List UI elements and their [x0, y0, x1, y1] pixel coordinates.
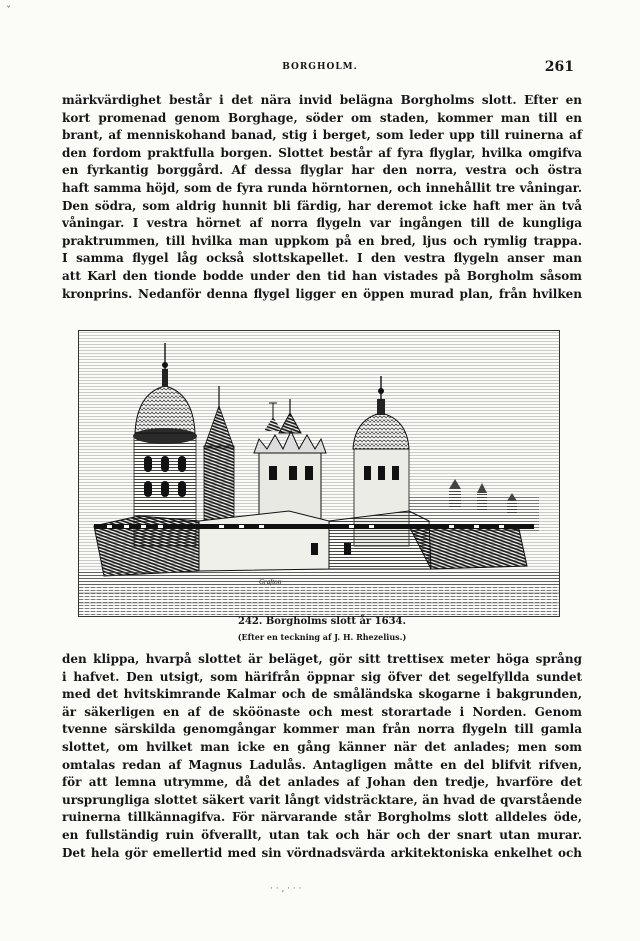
- corner-mark: ˇ: [6, 6, 11, 17]
- text-line: en fullständig ruin öfverallt, utan tak och här och der snart utan murar.: [62, 827, 582, 842]
- text-line: brant, af menniskohand banad, stig i berget, som leder upp till ruinerna af: [62, 128, 582, 143]
- text-line: den fordom praktfulla borgen. Slottet består af fyra flyglar, hvilka omgifva: [62, 145, 582, 160]
- text-line: I samma flygel låg också slottskapellet. I den vestra flygeln anser man: [62, 251, 582, 266]
- text-line: är säkerligen en af de sköönaste och mest storartade i Norden. Genom: [62, 704, 582, 719]
- text-line: ursprungliga slottet säkert varit långt vidsträcktare, än hvad de qvarstående: [62, 792, 582, 807]
- text-line: märkvärdighet består i det nära invid belägna Borgholms slott. Efter en: [62, 93, 582, 107]
- text-line: en fyrkantig borggård. Af dessa flyglar har den norra, vestra och östra: [62, 163, 582, 178]
- text-line: omtalas redan af Magnus Ladulås. Antagligen måtte en del blifvit rifven,: [62, 757, 582, 772]
- text-line: Det hela gör emellertid med sin vördnadsvärda arkitektoniska enkelhet och: [62, 845, 582, 860]
- figure-caption: 242. Borgholms slott år 1634.: [237, 616, 406, 627]
- running-title: BORGHOLM.: [282, 62, 358, 72]
- text-line: slottet, om hvilket man icke en gång känner när det anlades; men som: [62, 739, 582, 754]
- castle-engraving: [78, 330, 560, 617]
- text-line: i hafvet. Den utsigt, som härifrån öppnar sig öfver det segelfyllda sundet: [62, 669, 582, 684]
- paragraph-bottom: [62, 651, 582, 862]
- text-line: med det hvitskimrande Kalmar och de småländska skogarne i bakgrunden,: [62, 687, 582, 702]
- water: [79, 587, 559, 616]
- text-line: den klippa, hvarpå slottet är beläget, gör sitt trettisex meter höga språng: [62, 652, 582, 666]
- text-line: att Karl den tionde bodde under den tid han vistades på Borgholm såsom: [62, 268, 582, 283]
- text-line: haft samma höjd, som de fyra runda hörntornen, och innehållit tre våningar.: [62, 180, 582, 195]
- text-line: ruinerna tillkännagifva. För närvarande står Borgholms slott alldeles öde,: [62, 810, 582, 825]
- text-line: för att lemna utrymme, då det anlades af Johan den tredje, hvarföre det: [62, 775, 582, 790]
- text-line: våningar. I vestra hörnet af norra flygeln var ingången till de kungliga: [62, 216, 582, 231]
- engraver-signature: Grafton: [259, 578, 282, 586]
- page-number: 261: [544, 59, 574, 75]
- text-line: kronprins. Nedanför denna flygel ligger en öppen murad plan, från hvilken: [62, 286, 582, 301]
- text-line: Den södra, som aldrig hunnit bli färdig, har deremot icke haft mer än två: [62, 198, 582, 213]
- paragraph-top: [62, 92, 582, 303]
- text-line: tvenne särskilda genomgångar kommer man från norra flygeln till gamla: [62, 722, 582, 737]
- text-line: praktrummen, till hvilka man uppkom på en bred, ljus och rymlig trappa.: [62, 233, 582, 248]
- page-header: [62, 59, 578, 78]
- figure-caption-source: (Efter en teckning af J. H. Rhezelius.): [237, 632, 407, 642]
- text-line: kort promenad genom Borghage, söder om staden, kommer man till en: [62, 110, 582, 125]
- shoreline: [79, 571, 559, 587]
- scan-specks: · · , · · ·: [270, 884, 302, 894]
